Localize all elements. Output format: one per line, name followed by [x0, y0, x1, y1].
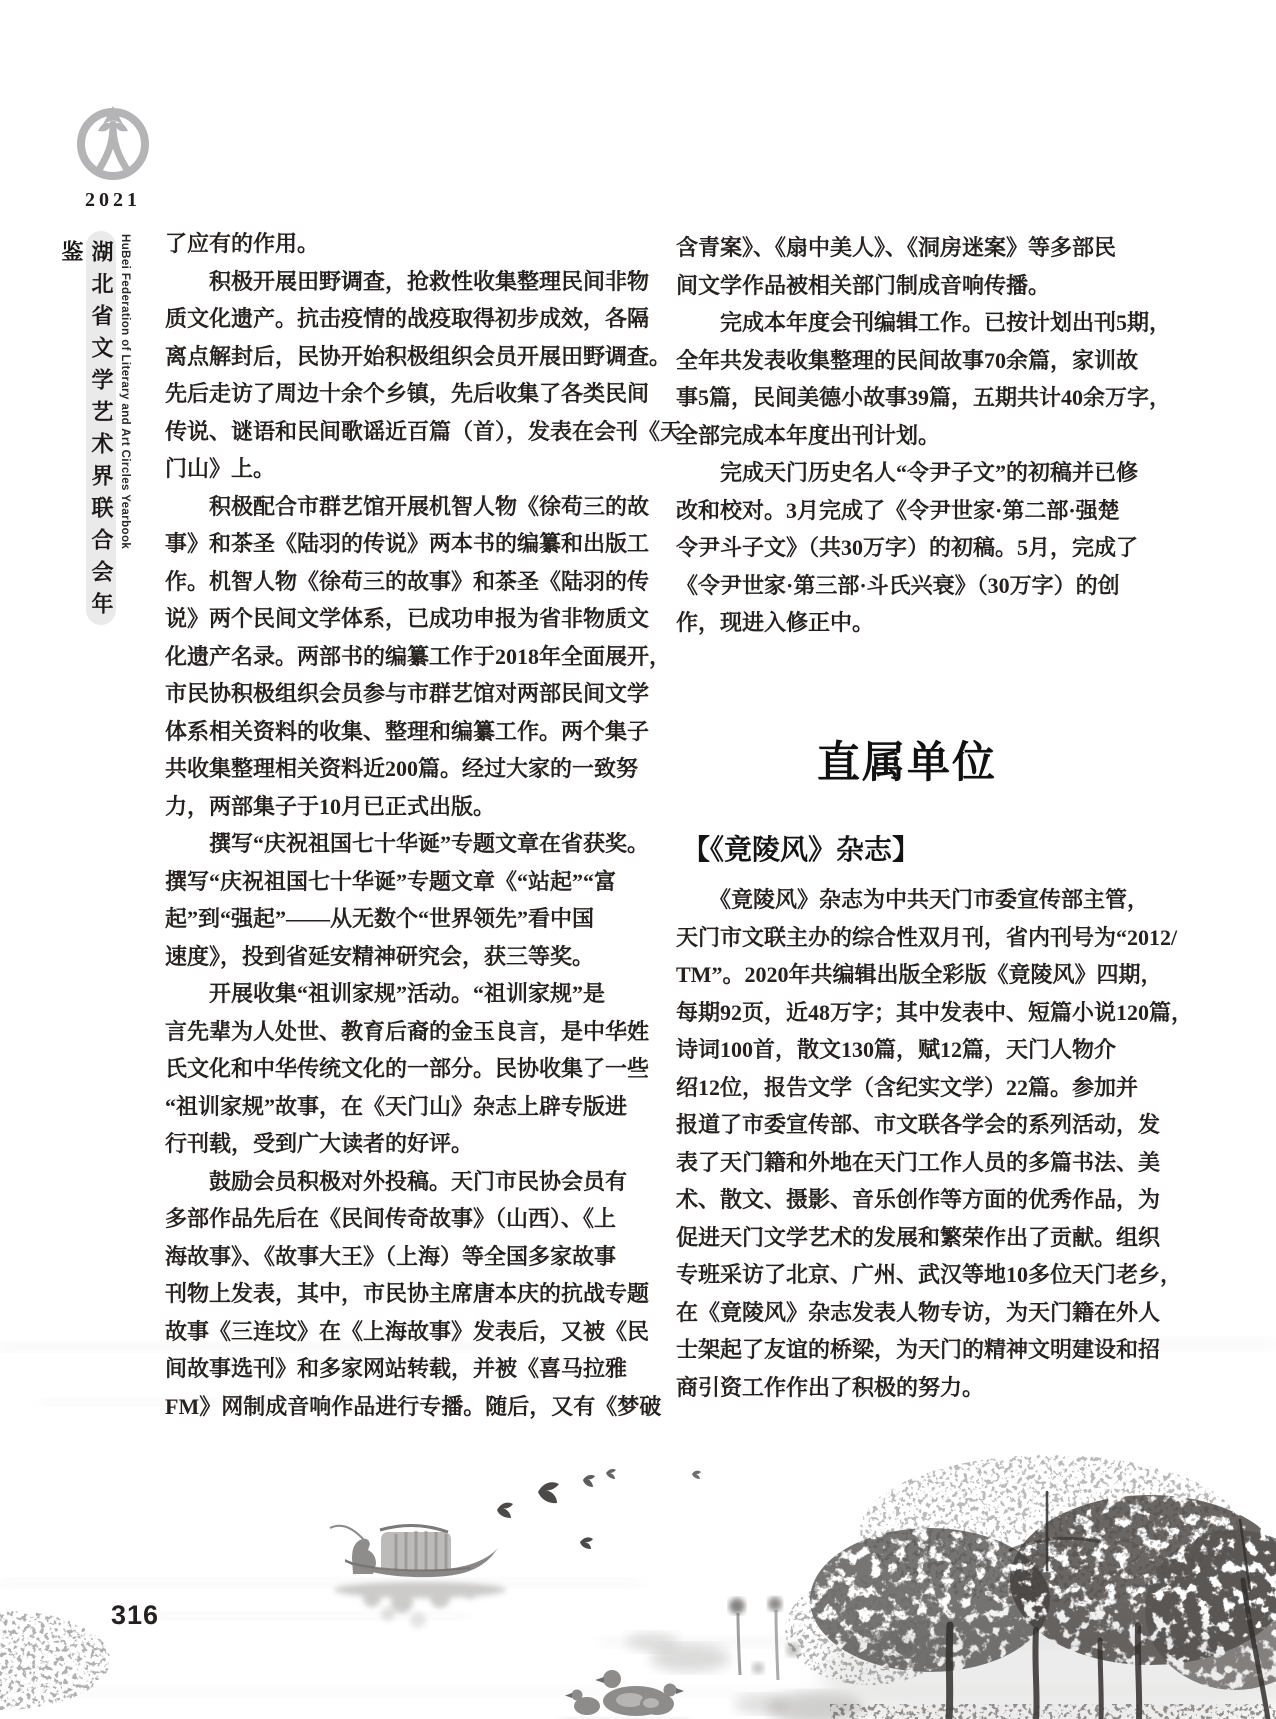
- subsection-title: 【《竟陵风》杂志】: [682, 834, 921, 865]
- text-line: 绍12位，报告文学（含纪实文学）22篇。参加并: [676, 1074, 1139, 1100]
- text-line: 鼓励会员积极对外投稿。天门市民协会员有: [165, 1168, 628, 1194]
- ink-ducks: [560, 1670, 690, 1719]
- text-line: 天门市文联主办的综合性双月刊，省内刊号为“2012/: [676, 924, 1178, 950]
- text-line: 多部作品先后在《民间传奇故事》（山西）、《上: [165, 1206, 617, 1231]
- text-line: 传说、谜语和民间歌谣近百篇（首），发表在会刊《天: [165, 418, 683, 444]
- text-line: 门山》上。: [165, 456, 276, 481]
- text-line: 间故事选刊》和多家网站转载，并被《喜马拉雅: [165, 1356, 628, 1381]
- text-line: 报道了市委宣传部、市文联各学会的系列活动，发: [676, 1112, 1161, 1137]
- text-line: 撰写“庆祝祖国七十华诞”专题文章《“站起”“富: [165, 868, 617, 894]
- text-line: 先后走访了周边十余个乡镇，先后收集了各类民间: [165, 381, 650, 406]
- text-line: 撰写“庆祝祖国七十华诞”专题文章在省获奖。: [165, 831, 650, 856]
- text-line: 说》两个民间文学体系，已成功申报为省非物质文: [165, 606, 650, 631]
- text-line: 令尹斗子文》（共30万字）的初稿。5月，完成了: [676, 535, 1139, 560]
- text-line: 言先辈为人处世、教育后裔的金玉良言，是中华姓: [165, 1018, 650, 1044]
- text-line: 完成本年度会刊编辑工作。已按计划出刊5期，: [676, 310, 1172, 335]
- ink-wash-painting: [0, 1280, 1276, 1719]
- text-line: 完成天门历史名人“令尹子文”的初稿并已修: [676, 460, 1139, 485]
- boat-reflection: [334, 1582, 506, 1628]
- left-column: [165, 225, 683, 1425]
- text-line: 化遗产名录。两部书的编纂工作于2018年全面展开，: [165, 643, 672, 669]
- text-line: 市民协积极组织会员参与市群艺馆对两部民间文学: [165, 681, 650, 706]
- federation-logo: [70, 104, 156, 212]
- text-line: 全部完成本年度出刊计划。: [676, 422, 941, 448]
- text-line: 开展收集“祖训家规”活动。“祖训家规”是: [165, 981, 606, 1006]
- text-line: 表了天门籍和外地在天门工作人员的多篇书法、美: [676, 1149, 1161, 1175]
- text-line: 了应有的作用。: [165, 231, 320, 256]
- text-line: 士架起了友谊的桥梁，为天门的精神文明建设和招: [676, 1337, 1161, 1362]
- text-line: 全年共发表收集整理的民间故事70余篇，家训故: [676, 347, 1139, 373]
- text-line: 积极配合市群艺馆开展机智人物《徐苟三的故: [165, 493, 650, 519]
- text-line: 起”到“强起”——从无数个“世界领先”看中国: [165, 906, 595, 931]
- text-line: FM》网制成音响作品进行专播。随后，又有《梦破: [165, 1393, 662, 1419]
- text-line: 氏文化和中华传统文化的一部分。民协收集了一些: [165, 1056, 650, 1081]
- text-line: 改和校对。3月完成了《令尹世家·第二部·强楚: [676, 497, 1120, 523]
- text-line: 每期92页，近48万字；其中发表中、短篇小说120篇，: [676, 999, 1194, 1025]
- text-line: 速度》，投到省延安精神研究会，获三等奖。: [165, 943, 595, 969]
- text-line: 离点解封后，民协开始积极组织会员开展田野调查。: [165, 343, 672, 369]
- text-line: 故事《三连坟》在《上海故事》发表后，又被《民: [165, 1318, 650, 1344]
- text-line: 在《竟陵风》杂志发表人物专访，为天门籍在外人: [676, 1299, 1161, 1325]
- text-line: 《竟陵风》杂志为中共天门市委宣传部主管，: [676, 887, 1150, 912]
- text-line: 商引资工作作出了积极的努力。: [676, 1374, 985, 1400]
- text-line: 事5篇，民间美德小故事39篇，五期共计40余万字，: [676, 385, 1172, 410]
- text-line: “祖训家规”故事，在《天门山》杂志上辟专版进: [165, 1093, 628, 1119]
- page-number: 316: [111, 1600, 160, 1630]
- text-line: 作，现进入修正中。: [676, 610, 875, 635]
- text-line: 促进天门文学艺术的发展和繁荣作出了贡献。组织: [676, 1224, 1161, 1250]
- text-line: 刊物上发表，其中，市民协主席唐本庆的抗战专题: [165, 1281, 650, 1306]
- text-line: 《令尹世家·第三部·斗氏兴衰》（30万字）的创: [676, 572, 1120, 598]
- text-line: 术、散文、摄影、音乐创作等方面的优秀作品，为: [676, 1187, 1161, 1212]
- text-line: 共收集整理相关资料近200篇。经过大家的一致努: [165, 756, 639, 781]
- text-line: 质文化遗产。抗击疫情的战疫取得初步成效，各隔: [165, 306, 650, 331]
- text-line: 作。机智人物《徐苟三的故事》和茶圣《陆羽的传: [165, 568, 650, 594]
- section-title: 直属单位: [817, 739, 997, 787]
- text-line: 积极开展田野调查，抢救性收集整理民间非物: [165, 268, 650, 294]
- text-line: 诗词100首，散文130篇，赋12篇，天门人物介: [676, 1037, 1117, 1062]
- sidebar-title-en: HuBei Federation of Literary and Art Circles Yearbook: [119, 234, 131, 550]
- text-line: 体系相关资料的收集、整理和编纂工作。两个集子: [165, 718, 650, 744]
- logo-year: 2021: [85, 189, 141, 211]
- right-column-top: [676, 229, 1172, 642]
- text-line: 行刊载，受到广大读者的好评。: [165, 1131, 474, 1156]
- text-line: 力，两部集子于10月已正式出版。: [165, 793, 496, 819]
- text-line: 含青案》、《扇中美人》、《洞房迷案》等多部民: [676, 235, 1117, 260]
- text-line: 海故事》、《故事大王》（上海）等全国多家故事: [165, 1243, 617, 1269]
- text-line: 专班采访了北京、广州、武汉等地10多位天门老乡，: [676, 1262, 1183, 1287]
- text-line: TM”。2020年共编辑出版全彩版《竟陵风》四期，: [676, 962, 1163, 987]
- federation-logo-icon: [73, 104, 153, 182]
- sidebar-title-cn: 湖北省文学艺术界联合会年鉴: [86, 231, 116, 625]
- ink-birds: [497, 1469, 701, 1549]
- text-line: 事》和茶圣《陆羽的传说》两本书的编纂和出版工: [165, 531, 650, 556]
- text-line: 间文学作品被相关部门制成音响传播。: [676, 272, 1051, 298]
